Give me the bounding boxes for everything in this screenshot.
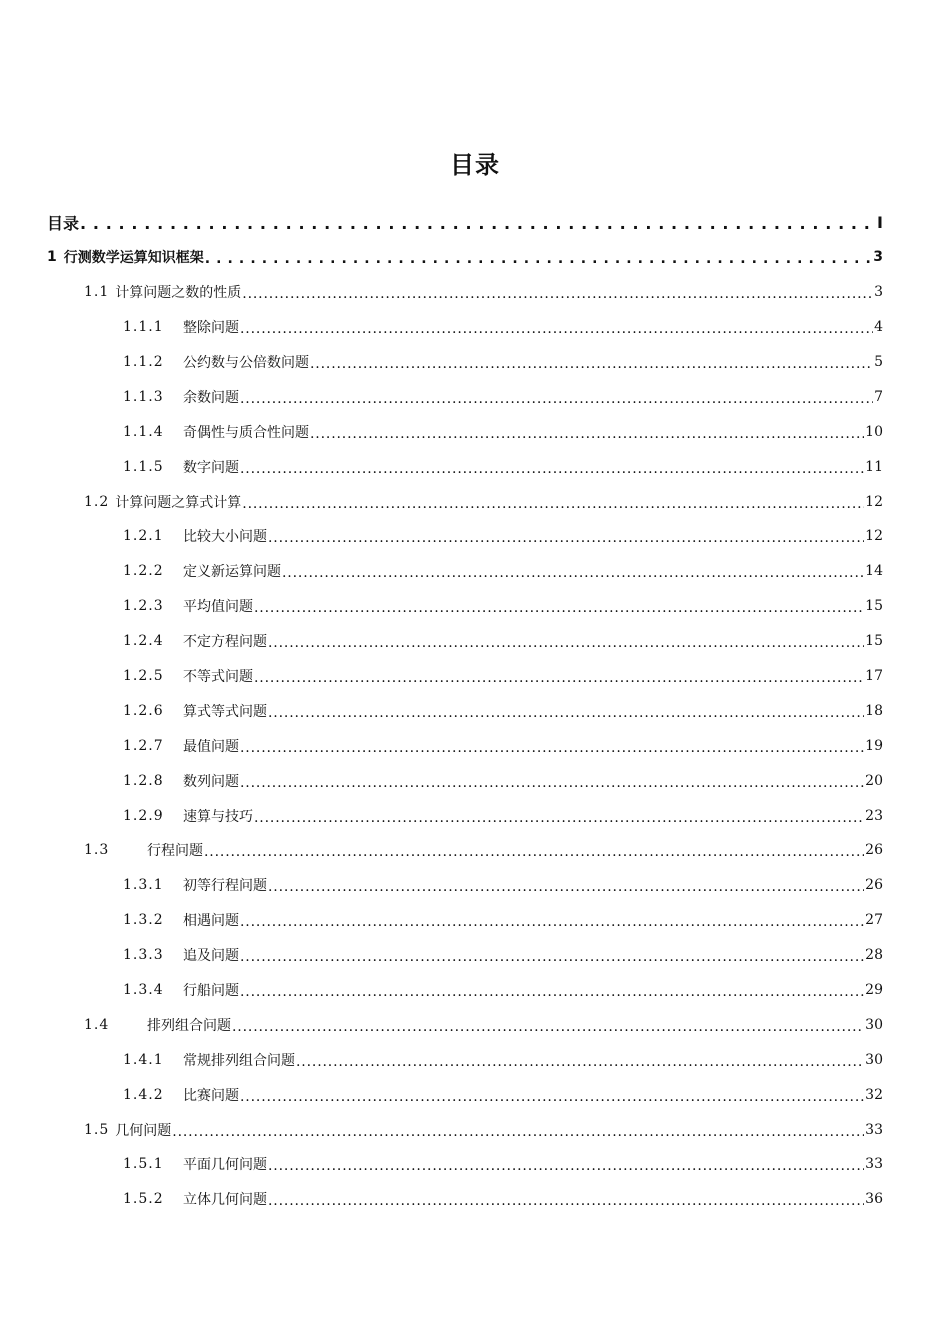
toc-entry-page-number: 29 xyxy=(865,982,883,999)
dot-leader xyxy=(240,950,864,964)
toc-entry-number: 1.3.2 xyxy=(123,912,164,929)
toc-entry-label: 比赛问题 xyxy=(183,1087,239,1104)
dot-leader xyxy=(242,497,864,511)
dot-leader xyxy=(205,252,873,266)
toc-entry-label: 数列问题 xyxy=(183,773,239,790)
toc-entry-number: 1.2.9 xyxy=(123,807,164,824)
toc-entry-number: 1.2.2 xyxy=(123,563,164,580)
toc-entry-number: 1.3.1 xyxy=(123,877,164,894)
toc-entry[interactable] xyxy=(0,728,950,763)
toc-entry[interactable] xyxy=(0,798,950,833)
toc-entry-label: 相遇问题 xyxy=(183,913,239,930)
toc-entry[interactable] xyxy=(0,938,950,973)
toc-entry[interactable] xyxy=(0,554,950,589)
toc-entry[interactable] xyxy=(0,1077,950,1112)
toc-entry-number: 1.2.5 xyxy=(123,668,164,685)
toc-entry-number: 1.1.4 xyxy=(123,423,164,440)
toc-entry-page-number: 36 xyxy=(865,1191,883,1208)
toc-entry[interactable] xyxy=(0,449,950,484)
toc-entry-page-number: 28 xyxy=(865,947,883,964)
toc-entry-number: 1.2 xyxy=(84,493,110,510)
toc-entry-number: 1.3.3 xyxy=(123,947,164,964)
toc-entry-page-number: 15 xyxy=(865,633,883,650)
toc-entry-label: 排列组合问题 xyxy=(147,1017,231,1034)
dot-leader xyxy=(254,811,864,825)
toc-entry-page-number: 27 xyxy=(865,912,883,929)
dot-leader xyxy=(232,1020,864,1034)
toc-entry-label: 公约数与公倍数问题 xyxy=(183,355,309,371)
dot-leader xyxy=(240,915,864,929)
toc-entry-number: 1.1.1 xyxy=(123,319,164,336)
toc-entry[interactable] xyxy=(0,693,950,728)
toc-entry-label: 初等行程问题 xyxy=(183,878,267,895)
toc-entry-page-number: 17 xyxy=(865,668,883,685)
dot-leader xyxy=(240,462,864,476)
toc-entry-number: 1.2.7 xyxy=(123,737,164,754)
toc-entry-number: 1.1.3 xyxy=(123,388,164,405)
dot-leader xyxy=(282,566,864,580)
toc-entry[interactable] xyxy=(0,345,950,380)
toc-entry-number: 1.5.2 xyxy=(123,1191,164,1208)
toc-entry[interactable] xyxy=(0,310,950,345)
toc-entry[interactable] xyxy=(0,205,950,240)
toc-entry[interactable] xyxy=(0,1042,950,1077)
toc-entry[interactable] xyxy=(0,519,950,554)
toc-entry-number: 1.4.2 xyxy=(123,1086,164,1103)
dot-leader xyxy=(240,985,864,999)
toc-entry-number: 1.2.8 xyxy=(123,772,164,789)
toc-entry-page-number: 12 xyxy=(865,528,883,545)
toc-entry-page-number: 3 xyxy=(874,284,883,301)
toc-entry-page-number: 33 xyxy=(865,1121,883,1138)
toc-entry-page-number: 23 xyxy=(865,807,883,824)
toc-entry-label: 平均值问题 xyxy=(183,599,253,616)
toc-entry-page-number: 18 xyxy=(865,702,883,719)
toc-entry-label: 行程问题 xyxy=(147,843,203,860)
toc-entry[interactable] xyxy=(0,1147,950,1182)
dot-leader xyxy=(310,357,873,371)
toc-entry-label: 比较大小问题 xyxy=(183,529,267,546)
toc-entry[interactable] xyxy=(0,973,950,1008)
toc-entry-label: 最值问题 xyxy=(183,738,239,755)
dot-leader xyxy=(310,427,864,441)
toc-entry[interactable] xyxy=(0,659,950,694)
toc-entry-number: 1.1 xyxy=(84,284,110,301)
toc-entry-label: 追及问题 xyxy=(183,948,239,965)
toc-entry-number: 1 xyxy=(47,249,58,266)
dot-leader xyxy=(268,636,864,650)
dot-leader xyxy=(254,671,864,685)
page-title: 目录 xyxy=(450,151,500,179)
dot-leader xyxy=(172,1125,864,1139)
toc-entry-label: 计算问题之算式计算 xyxy=(115,494,242,511)
toc-entry[interactable] xyxy=(0,1182,950,1217)
toc-entry-page-number: 7 xyxy=(874,388,883,405)
toc-entry-page-number: 15 xyxy=(865,598,883,615)
toc-entry-number: 1.5.1 xyxy=(123,1156,164,1173)
toc-entry-page-number: 19 xyxy=(865,737,883,754)
toc-entry[interactable] xyxy=(0,484,950,519)
dot-leader xyxy=(240,392,873,406)
toc-entry[interactable] xyxy=(0,589,950,624)
toc-entry-number: 1.3.4 xyxy=(123,982,164,999)
toc-entry-page-number: 26 xyxy=(865,842,883,859)
toc-entry-label: 整除问题 xyxy=(183,320,239,337)
toc-entry-number: 1.1.2 xyxy=(123,354,164,370)
dot-leader xyxy=(240,322,873,336)
toc-entry[interactable] xyxy=(0,868,950,903)
toc-entry-page-number: 30 xyxy=(865,1016,883,1033)
toc-entry[interactable] xyxy=(0,275,950,310)
dot-leader xyxy=(80,216,876,232)
toc-entry[interactable] xyxy=(0,624,950,659)
toc-entry-number: 1.4 xyxy=(84,1016,110,1033)
toc-entry-page-number: 30 xyxy=(865,1051,883,1068)
toc-entry[interactable] xyxy=(0,1112,950,1147)
toc-entry-page-number: 3 xyxy=(873,249,883,266)
toc-entry[interactable] xyxy=(0,833,950,868)
toc-entry[interactable] xyxy=(0,903,950,938)
toc-entry[interactable] xyxy=(0,414,950,449)
toc-entry-page-number: 33 xyxy=(865,1156,883,1173)
toc-entry-label: 不等式问题 xyxy=(183,669,253,686)
toc-entry[interactable] xyxy=(0,240,950,275)
dot-leader xyxy=(296,1055,864,1069)
toc-entry-label: 不定方程问题 xyxy=(183,634,267,651)
toc-entry-label: 目录 xyxy=(47,213,80,233)
toc-entry-number: 1.2.1 xyxy=(123,528,164,545)
dot-leader xyxy=(204,845,864,859)
dot-leader xyxy=(240,776,864,790)
table-of-contents xyxy=(0,205,950,1217)
dot-leader xyxy=(268,1159,864,1173)
toc-entry-number: 1.4.1 xyxy=(123,1051,164,1068)
toc-entry-label: 奇偶性与质合性问题 xyxy=(183,424,309,441)
toc-entry-number: 1.5 xyxy=(84,1121,110,1138)
toc-entry-page-number: 12 xyxy=(865,493,883,510)
toc-entry-page-number: 4 xyxy=(874,319,883,336)
dot-leader xyxy=(242,287,873,301)
dot-leader xyxy=(240,1090,864,1104)
toc-entry-label: 定义新运算问题 xyxy=(183,564,281,581)
dot-leader xyxy=(240,741,864,755)
toc-entry-label: 常规排列组合问题 xyxy=(183,1052,295,1069)
toc-entry[interactable] xyxy=(0,379,950,414)
toc-entry-page-number: 10 xyxy=(865,423,883,440)
dot-leader xyxy=(268,880,864,894)
toc-entry[interactable] xyxy=(0,1007,950,1042)
dot-leader xyxy=(268,531,864,545)
toc-entry-number: 1.2.3 xyxy=(123,598,164,615)
toc-entry-label: 数字问题 xyxy=(183,459,239,476)
dot-leader xyxy=(268,1194,864,1208)
toc-entry[interactable] xyxy=(0,763,950,798)
toc-entry-label: 余数问题 xyxy=(183,389,239,406)
toc-entry-label: 计算问题之数的性质 xyxy=(115,285,242,302)
toc-entry-label: 行测数学运算知识框架 xyxy=(63,250,204,267)
toc-entry-page-number: 26 xyxy=(865,877,883,894)
toc-entry-page-number: 11 xyxy=(865,458,883,475)
toc-entry-page-number: I xyxy=(877,212,883,232)
toc-entry-label: 行船问题 xyxy=(183,983,239,1000)
toc-entry-label: 平面几何问题 xyxy=(183,1157,267,1174)
toc-entry-number: 1.3 xyxy=(84,842,110,859)
toc-entry-page-number: 14 xyxy=(865,563,883,580)
dot-leader xyxy=(254,601,864,615)
toc-entry-number: 1.2.6 xyxy=(123,702,164,719)
toc-entry-number: 1.2.4 xyxy=(123,633,164,650)
toc-entry-label: 速算与技巧 xyxy=(183,808,253,825)
toc-entry-label: 几何问题 xyxy=(115,1122,172,1139)
toc-entry-number: 1.1.5 xyxy=(123,458,164,475)
toc-entry-page-number: 20 xyxy=(865,772,883,789)
dot-leader xyxy=(268,706,864,720)
toc-entry-label: 算式等式问题 xyxy=(183,703,267,720)
toc-entry-page-number: 5 xyxy=(874,354,883,370)
toc-entry-label: 立体几何问题 xyxy=(183,1192,267,1209)
toc-entry-page-number: 32 xyxy=(865,1086,883,1103)
